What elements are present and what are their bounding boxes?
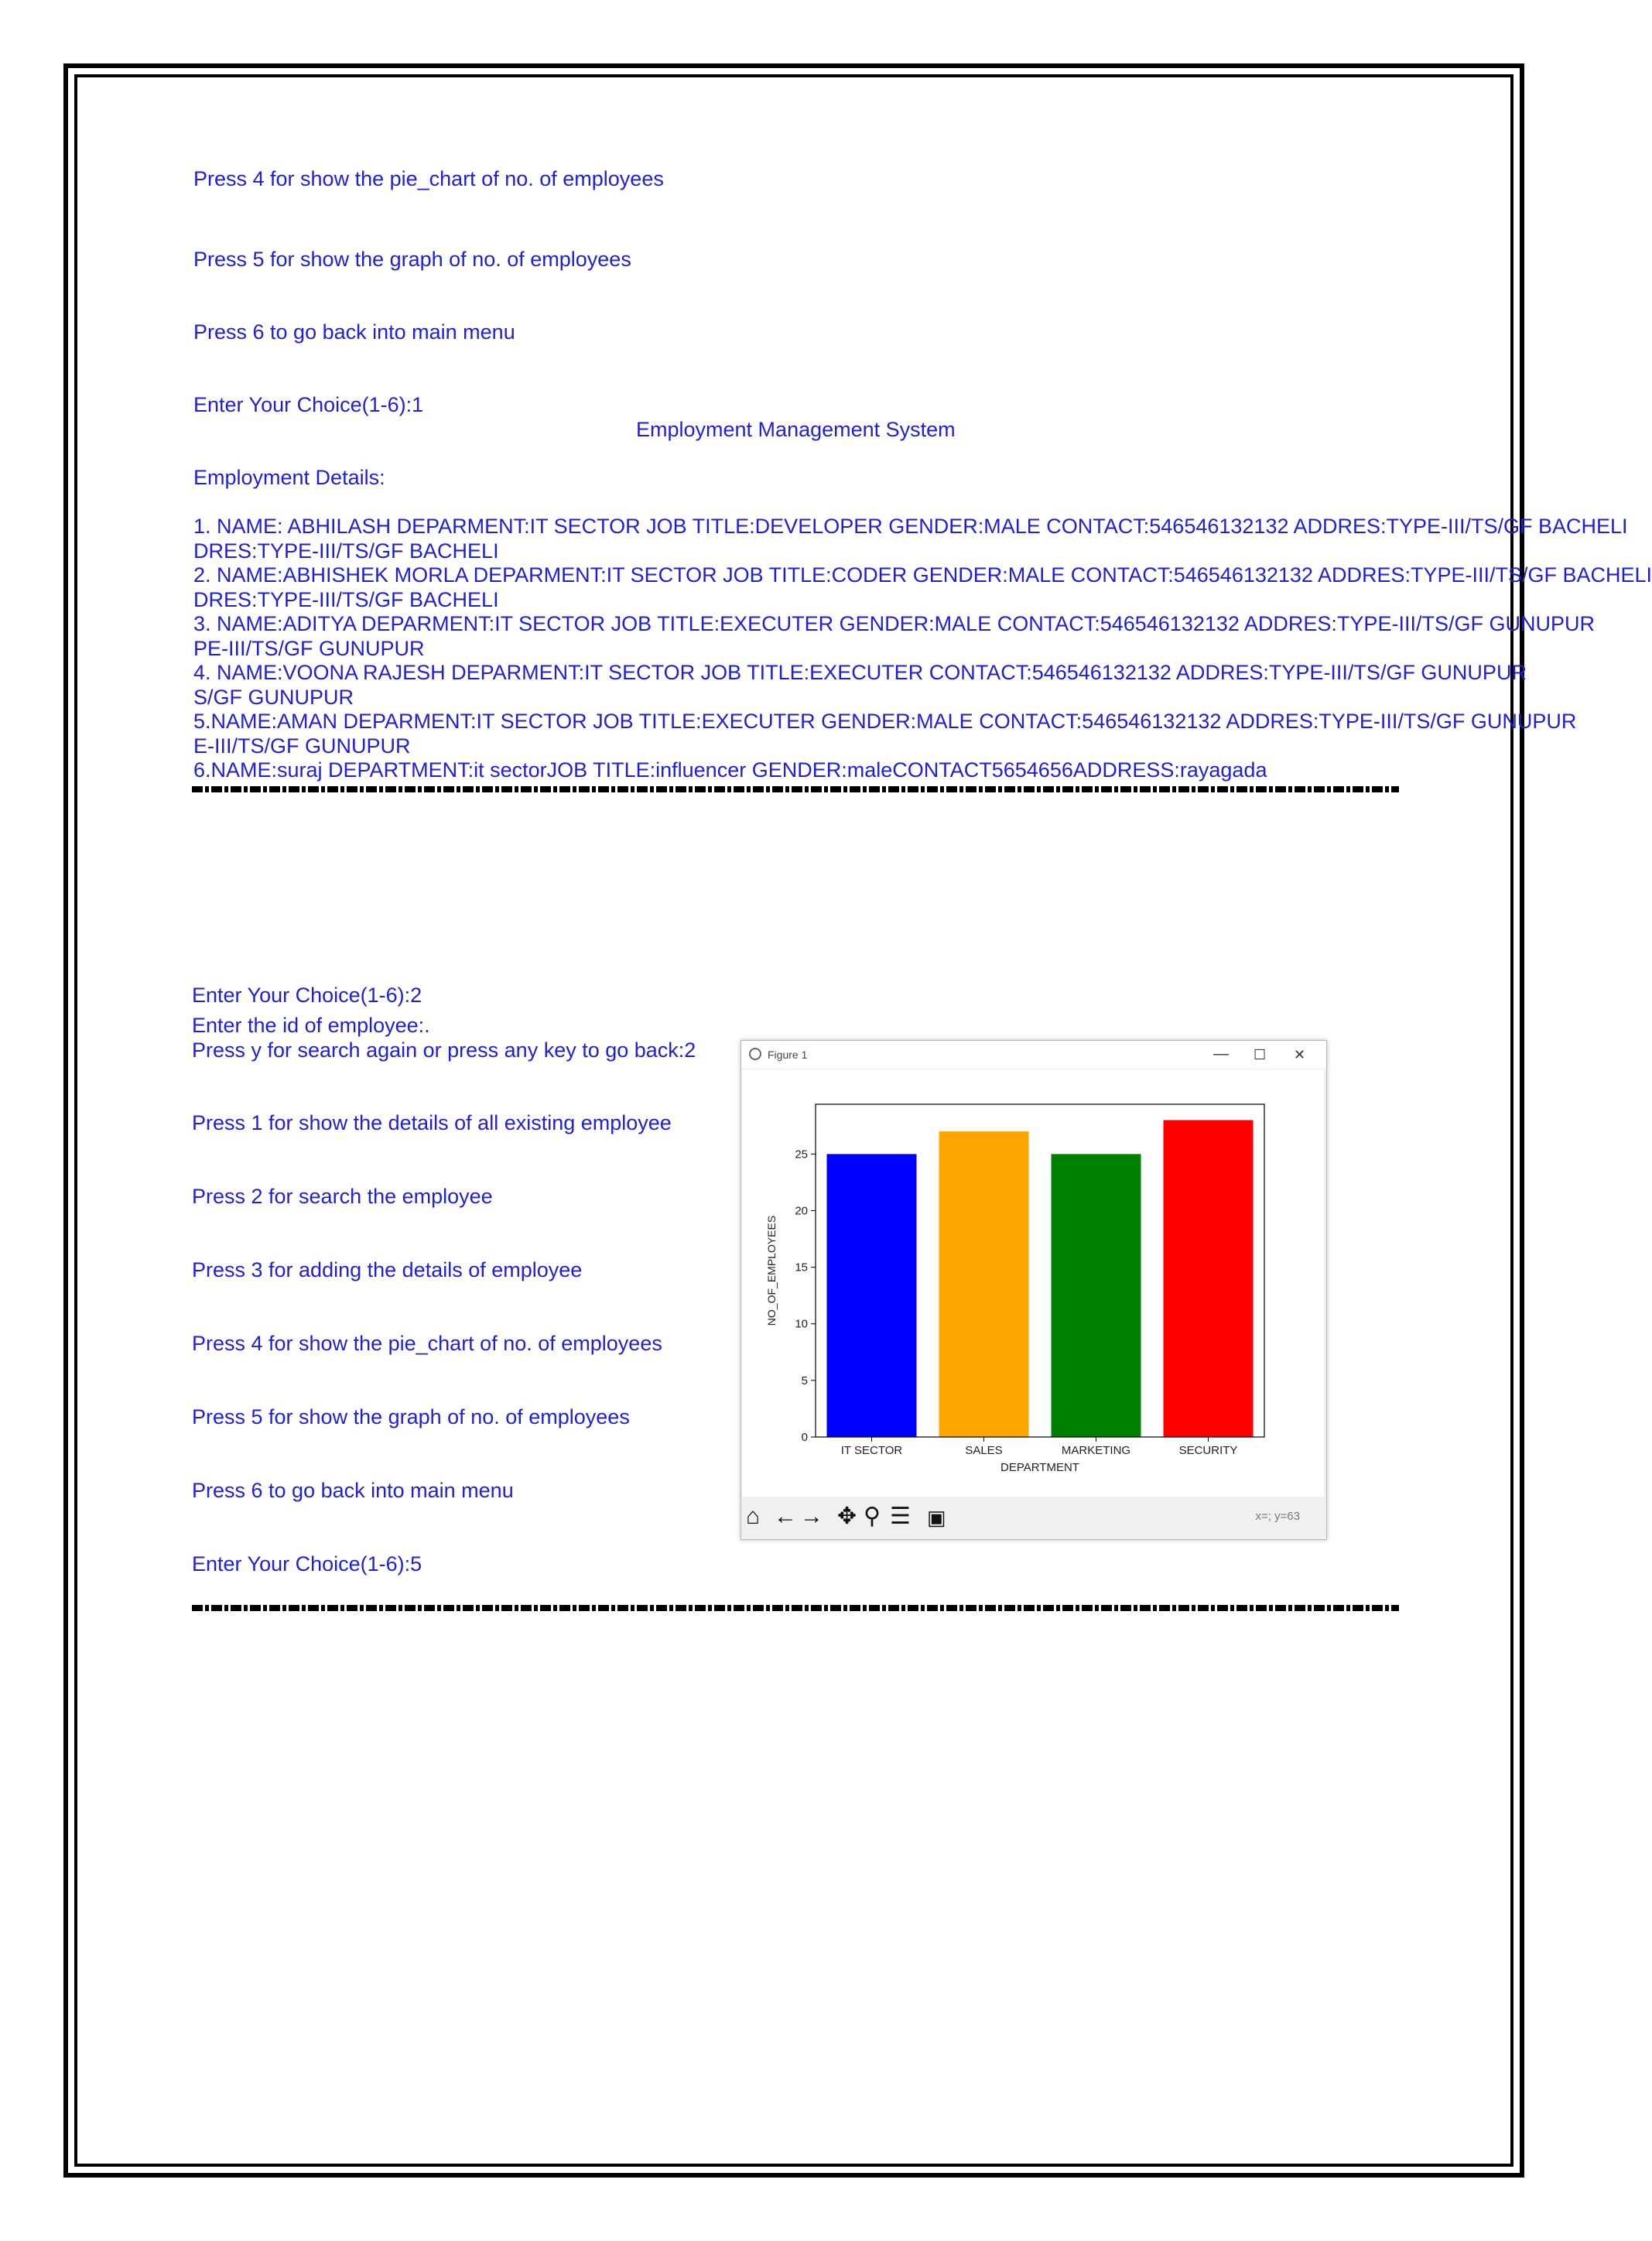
details-line: PE-III/TS/GF GUNUPUR	[193, 636, 425, 660]
zoom-icon[interactable]: ⚲	[864, 1504, 881, 1529]
menu-option-6: Press 6 to go back into main menu	[192, 1479, 514, 1502]
details-line: 1. NAME: ABHILASH DEPARMENT:IT SECTOR JOB TITLE:DEVELOPER GENDER:MALE CONTACT:546546132132 ADDRES:TYPE-III/TS/GF BACHELI	[193, 515, 1628, 538]
menu-option-2: Press 2 for search the employee	[192, 1185, 493, 1208]
details-line: 5.NAME:AMAN DEPARMENT:IT SECTOR JOB TITLE:EXECUTER GENDER:MALE CONTACT:546546132132 ADDRES:TYPE-III/TS/GF GUNUPUR	[193, 710, 1577, 733]
x-tick-label: MARKETING	[1061, 1444, 1131, 1457]
details-line: E-III/TS/GF GUNUPUR	[193, 734, 411, 758]
figure-titlebar	[741, 1041, 1326, 1069]
dashed-separator	[192, 1605, 1399, 1611]
configure-icon[interactable]: ☰	[890, 1504, 911, 1529]
details-line: 2. NAME:ABHISHEK MORLA DEPARMENT:IT SECTOR JOB TITLE:CODER GENDER:MALE CONTACT:546546132132 ADDRES:TYPE-III/TS/GF BACHELI	[193, 563, 1652, 587]
choice-prompt: Enter Your Choice(1-6):5	[192, 1552, 422, 1576]
cursor-coordinates: x=; y=63	[1255, 1510, 1300, 1523]
details-line: DRES:TYPE-III/TS/GF BACHELI	[193, 587, 499, 611]
figure-app-icon	[749, 1048, 761, 1060]
details-line: S/GF GUNUPUR	[193, 685, 354, 709]
y-tick-label: 25	[795, 1148, 808, 1162]
cut-off-line: Press 4 for show the pie_chart of no. of employees	[193, 167, 664, 190]
details-line: 6.NAME:suraj DEPARTMENT:it sectorJOB TITLE:influencer GENDER:maleCONTACT5654656ADDRESS:rayagada	[193, 758, 1267, 782]
figure-toolbar	[741, 1497, 1326, 1538]
save-icon[interactable]: ▣	[927, 1506, 946, 1529]
x-tick-label: SECURITY	[1178, 1444, 1238, 1457]
menu-option-4: Press 4 for show the pie_chart of no. of employees	[192, 1332, 662, 1355]
menu-option-5: Press 5 for show the graph of no. of employees	[193, 248, 631, 271]
bar-it-sector	[827, 1154, 917, 1437]
back-arrow-icon[interactable]: ←	[774, 1504, 797, 1529]
search-again-prompt: Press y for search again or press any key to go back:2	[192, 1038, 696, 1062]
details-line: 3. NAME:ADITYA DEPARMENT:IT SECTOR JOB TITLE:EXECUTER GENDER:MALE CONTACT:546546132132 ADDRES:TYPE-III/TS/GF GUNUPUR	[193, 612, 1595, 635]
x-tick-label: IT SECTOR	[840, 1444, 903, 1457]
system-title: Employment Management System	[636, 418, 956, 441]
details-line: DRES:TYPE-III/TS/GF BACHELI	[193, 539, 499, 563]
y-tick-label: 10	[795, 1317, 808, 1331]
chart-ylabel: NO_OF_EMPLOYEES	[765, 1215, 778, 1326]
bar-marketing	[1052, 1154, 1141, 1437]
dashed-separator	[192, 786, 1399, 792]
pan-icon[interactable]: ✥	[837, 1504, 857, 1529]
menu-option-1: Press 1 for show the details of all existing employee	[192, 1111, 672, 1134]
figure-canvas	[742, 1069, 1324, 1497]
forward-arrow-icon[interactable]: →	[800, 1504, 823, 1529]
x-tick-label: SALES	[965, 1444, 1003, 1457]
chart-xlabel: DEPARTMENT	[1000, 1461, 1079, 1474]
y-tick-label: 0	[801, 1431, 808, 1444]
menu-option-3: Press 3 for adding the details of employee	[192, 1258, 583, 1281]
details-line: 4. NAME:VOONA RAJESH DEPARMENT:IT SECTOR JOB TITLE:EXECUTER CONTACT:546546132132 ADDRES:TYPE-III/TS/GF GUNUPUR	[193, 661, 1527, 684]
menu-option-6: Press 6 to go back into main menu	[193, 320, 515, 344]
menu-option-5: Press 5 for show the graph of no. of employees	[192, 1405, 630, 1428]
employee-details-list	[193, 515, 1652, 783]
y-tick-label: 5	[801, 1374, 808, 1387]
close-icon[interactable]: ✕	[1294, 1047, 1306, 1062]
y-tick-label: 15	[795, 1261, 808, 1274]
bar-sales	[939, 1131, 1029, 1437]
choice-prompt: Enter Your Choice(1-6):1	[193, 393, 424, 416]
figure-window	[740, 1040, 1327, 1540]
minimize-icon[interactable]: —	[1213, 1045, 1229, 1062]
details-heading: Employment Details:	[193, 466, 385, 489]
enter-id-prompt: Enter the id of employee:.	[192, 1014, 430, 1037]
figure-title: Figure 1	[768, 1049, 808, 1061]
y-tick-label: 20	[795, 1204, 808, 1218]
cut-off-line: Enter Your Choice(1-6):2	[192, 984, 422, 1007]
bar-chart	[742, 1069, 1324, 1497]
bar-security	[1164, 1120, 1254, 1437]
home-icon[interactable]: ⌂	[746, 1504, 761, 1529]
maximize-icon[interactable]: ☐	[1254, 1047, 1267, 1062]
